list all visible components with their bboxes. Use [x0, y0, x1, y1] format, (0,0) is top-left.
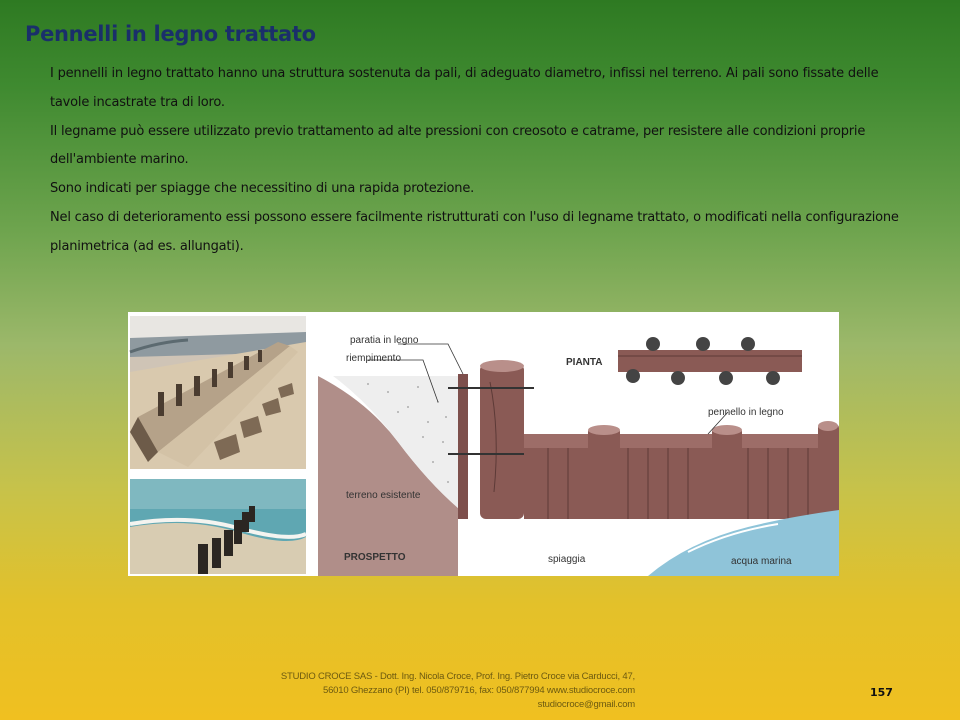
groyne-figure [128, 312, 839, 576]
label-riempimento: riempimento [346, 353, 402, 364]
label-paratia: paratia in legno [350, 335, 419, 346]
label-acqua: acqua marina [731, 556, 792, 567]
footer-credits [130, 670, 635, 712]
footer-line-2: 56010 Ghezzano (PI) tel. 050/879716, fax: 050/877994 www.studiocroce.com [323, 685, 635, 696]
slide-title: Pennelli in legno trattato [25, 22, 316, 46]
label-spiaggia: spiaggia [548, 554, 586, 565]
label-pianta: PIANTA [566, 357, 603, 368]
label-pennello: pennello in legno [708, 407, 784, 418]
body-text [50, 60, 910, 262]
photo-posts-sea [130, 479, 306, 574]
footer-line-3: studiocroce@gmail.com [537, 699, 635, 710]
label-prospetto: PROSPETTO [344, 552, 406, 563]
photo-groyne-beach [130, 316, 306, 469]
footer-line-1: STUDIO CROCE SAS - Dott. Ing. Nicola Croce, Prof. Ing. Pietro Croce via Carducci, 47, [280, 671, 635, 682]
prospetto-diagram [316, 312, 839, 576]
paragraph-3: Sono indicati per spiagge che necessitino di una rapida protezione. [50, 181, 475, 197]
paragraph-4: Nel caso di deterioramento essi possono essere facilmente ristrutturati con l'uso di legname trattato, o modificati nella configurazione planimetrica (ad es. allungati). [50, 209, 899, 254]
label-terreno: terreno esistente [346, 490, 421, 501]
paragraph-1: I pennelli in legno trattato hanno una struttura sostenuta da pali, di adeguato diametro, infissi nel terreno. Ai pali sono fissate delle tavole incastrate tra di loro. [50, 66, 879, 110]
paratia [458, 374, 468, 519]
page-number: 157 [870, 686, 893, 699]
figure-svg [128, 312, 839, 576]
paragraph-2: Il legname può essere utilizzato previo trattamento ad alte pressioni con creosoto e catrame, per resistere alle condizioni proprie dell'ambiente marino. [50, 123, 866, 168]
